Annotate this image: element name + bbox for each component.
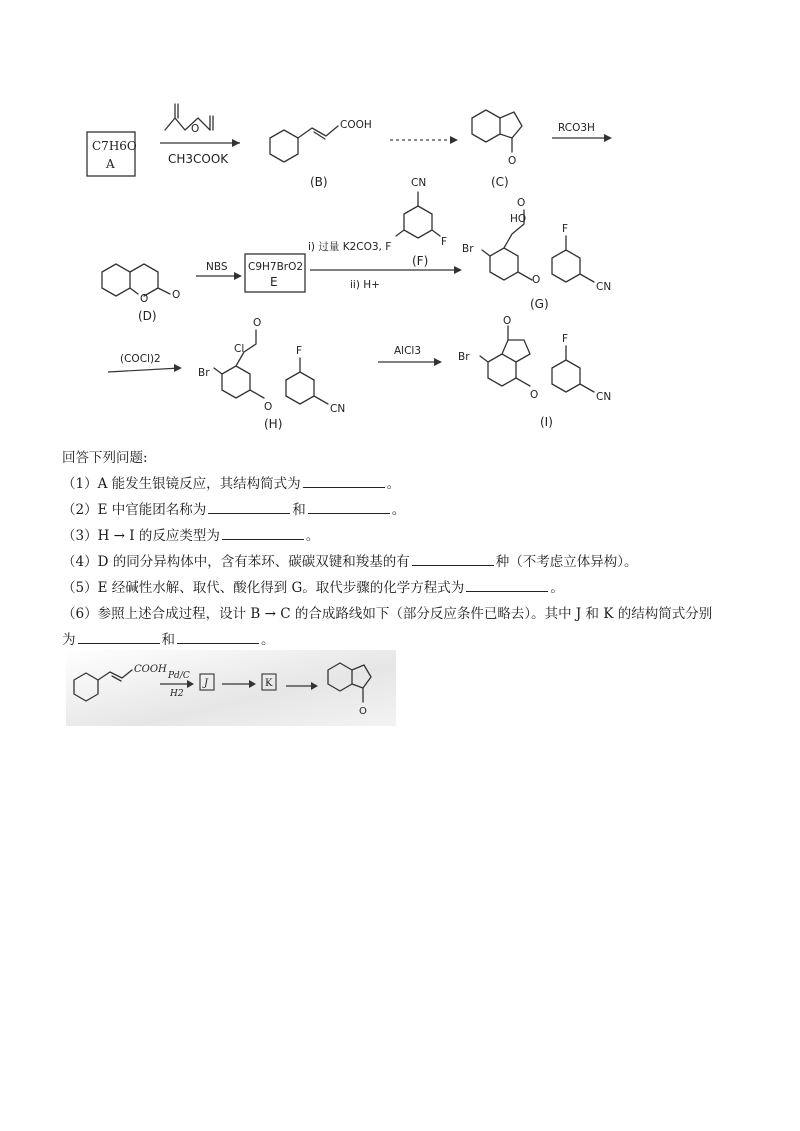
questions-section <box>62 445 742 653</box>
label-H: (H) <box>264 417 283 431</box>
question-2: （2）E 中官能团名称为 和 。 <box>62 497 742 523</box>
route-B-to-C <box>66 650 396 726</box>
D-O-ring: O <box>140 293 149 305</box>
label-F: (F) <box>412 254 429 268</box>
G-O: O <box>532 274 541 286</box>
H-Br: Br <box>198 367 210 379</box>
I-CN: CN <box>596 391 612 403</box>
C-O: O <box>508 155 517 167</box>
reagent-H+: ii) H+ <box>350 279 380 291</box>
H-O: O <box>264 401 273 413</box>
reagent-AlCl3: AlCl3 <box>394 345 422 357</box>
reagent-CH3COOK: CH3COOK <box>168 152 229 166</box>
F-CN: CN <box>411 177 427 189</box>
label-B: (B) <box>310 175 328 189</box>
E-formula: C9H7BrO2 <box>248 261 304 273</box>
route-COOH: COOH <box>134 664 167 675</box>
compound-I <box>480 326 594 392</box>
answer-blank-1[interactable] <box>303 473 385 488</box>
dihydrocoumarin-D <box>102 264 170 296</box>
I-F: F <box>562 333 569 345</box>
difluorobenzonitrile-F <box>396 192 440 238</box>
route-cond-H2: H2 <box>170 689 184 699</box>
answer-blank-6b[interactable] <box>177 629 259 644</box>
G-HO: HO <box>510 213 527 225</box>
label-D: (D) <box>138 309 157 323</box>
cinnamic-acid-B <box>270 126 338 162</box>
reagent-NBS: NBS <box>206 261 228 273</box>
answer-blank-2b[interactable] <box>308 499 390 514</box>
route-K: K <box>265 678 273 689</box>
compound-A-letter: A <box>106 157 115 171</box>
acetic-anhydride-structure <box>165 104 213 130</box>
reagent-COCl2: (COCl)2 <box>120 353 161 365</box>
G-Br: Br <box>462 243 474 255</box>
label-C: (C) <box>491 175 509 189</box>
label-I: (I) <box>540 415 553 429</box>
I-O: O <box>530 389 539 401</box>
H-F: F <box>296 345 303 357</box>
F-F: F <box>441 236 448 248</box>
compound-H <box>214 330 328 404</box>
label-G: (G) <box>530 297 549 311</box>
answer-blank-4[interactable] <box>412 551 494 566</box>
G-CN: CN <box>596 281 612 293</box>
I-Br: Br <box>458 351 470 363</box>
question-6-cont: 为 和 。 <box>62 627 742 653</box>
answer-blank-3[interactable] <box>222 525 304 540</box>
answer-blank-2a[interactable] <box>208 499 290 514</box>
route-cond-PdC: Pd/C <box>168 671 190 681</box>
answer-blank-5[interactable] <box>466 577 548 592</box>
reagent-RCO3H: RCO3H <box>558 122 595 134</box>
D-O-carbonyl: O <box>172 289 181 301</box>
synthesis-scheme <box>0 0 800 440</box>
question-6: （6）参照上述合成过程，设计 B → C 的合成路线如下（部分反应条件已略去）。其中 J 和 K 的结构简式分别 <box>62 606 713 622</box>
route-J: J <box>204 678 209 689</box>
G-F: F <box>562 223 569 235</box>
H-O-carbonyl: O <box>253 317 262 329</box>
answer-blank-6a[interactable] <box>78 629 160 644</box>
anhydride-O: O <box>191 123 200 135</box>
I-O-carbonyl: O <box>503 315 512 327</box>
question-5: （5）E 经碱性水解、取代、酸化得到 G。取代步骤的化学方程式为 。 <box>62 575 742 601</box>
E-letter: E <box>270 275 278 289</box>
B-COOH: COOH <box>340 119 372 131</box>
route-O: O <box>359 706 367 717</box>
question-4: （4）D 的同分异构体中，含有苯环、碳碳双键和羧基的有 种（不考虑立体异构）。 <box>62 549 742 575</box>
indanone-C <box>472 110 522 152</box>
question-1: （1）A 能发生银镜反应，其结构简式为 。 <box>62 471 742 497</box>
reagent-excess-K2CO3: i) 过量 K2CO3, F <box>308 241 392 253</box>
compound-A-formula: C7H6O <box>92 139 137 153</box>
questions-intro: 回答下列问题: <box>62 450 148 466</box>
compound-G <box>482 210 594 282</box>
question-3: （3）H → I 的反应类型为 。 <box>62 523 742 549</box>
G-O-carbonyl: O <box>517 197 526 209</box>
H-CN: CN <box>330 403 346 415</box>
H-Cl: Cl <box>234 343 245 355</box>
